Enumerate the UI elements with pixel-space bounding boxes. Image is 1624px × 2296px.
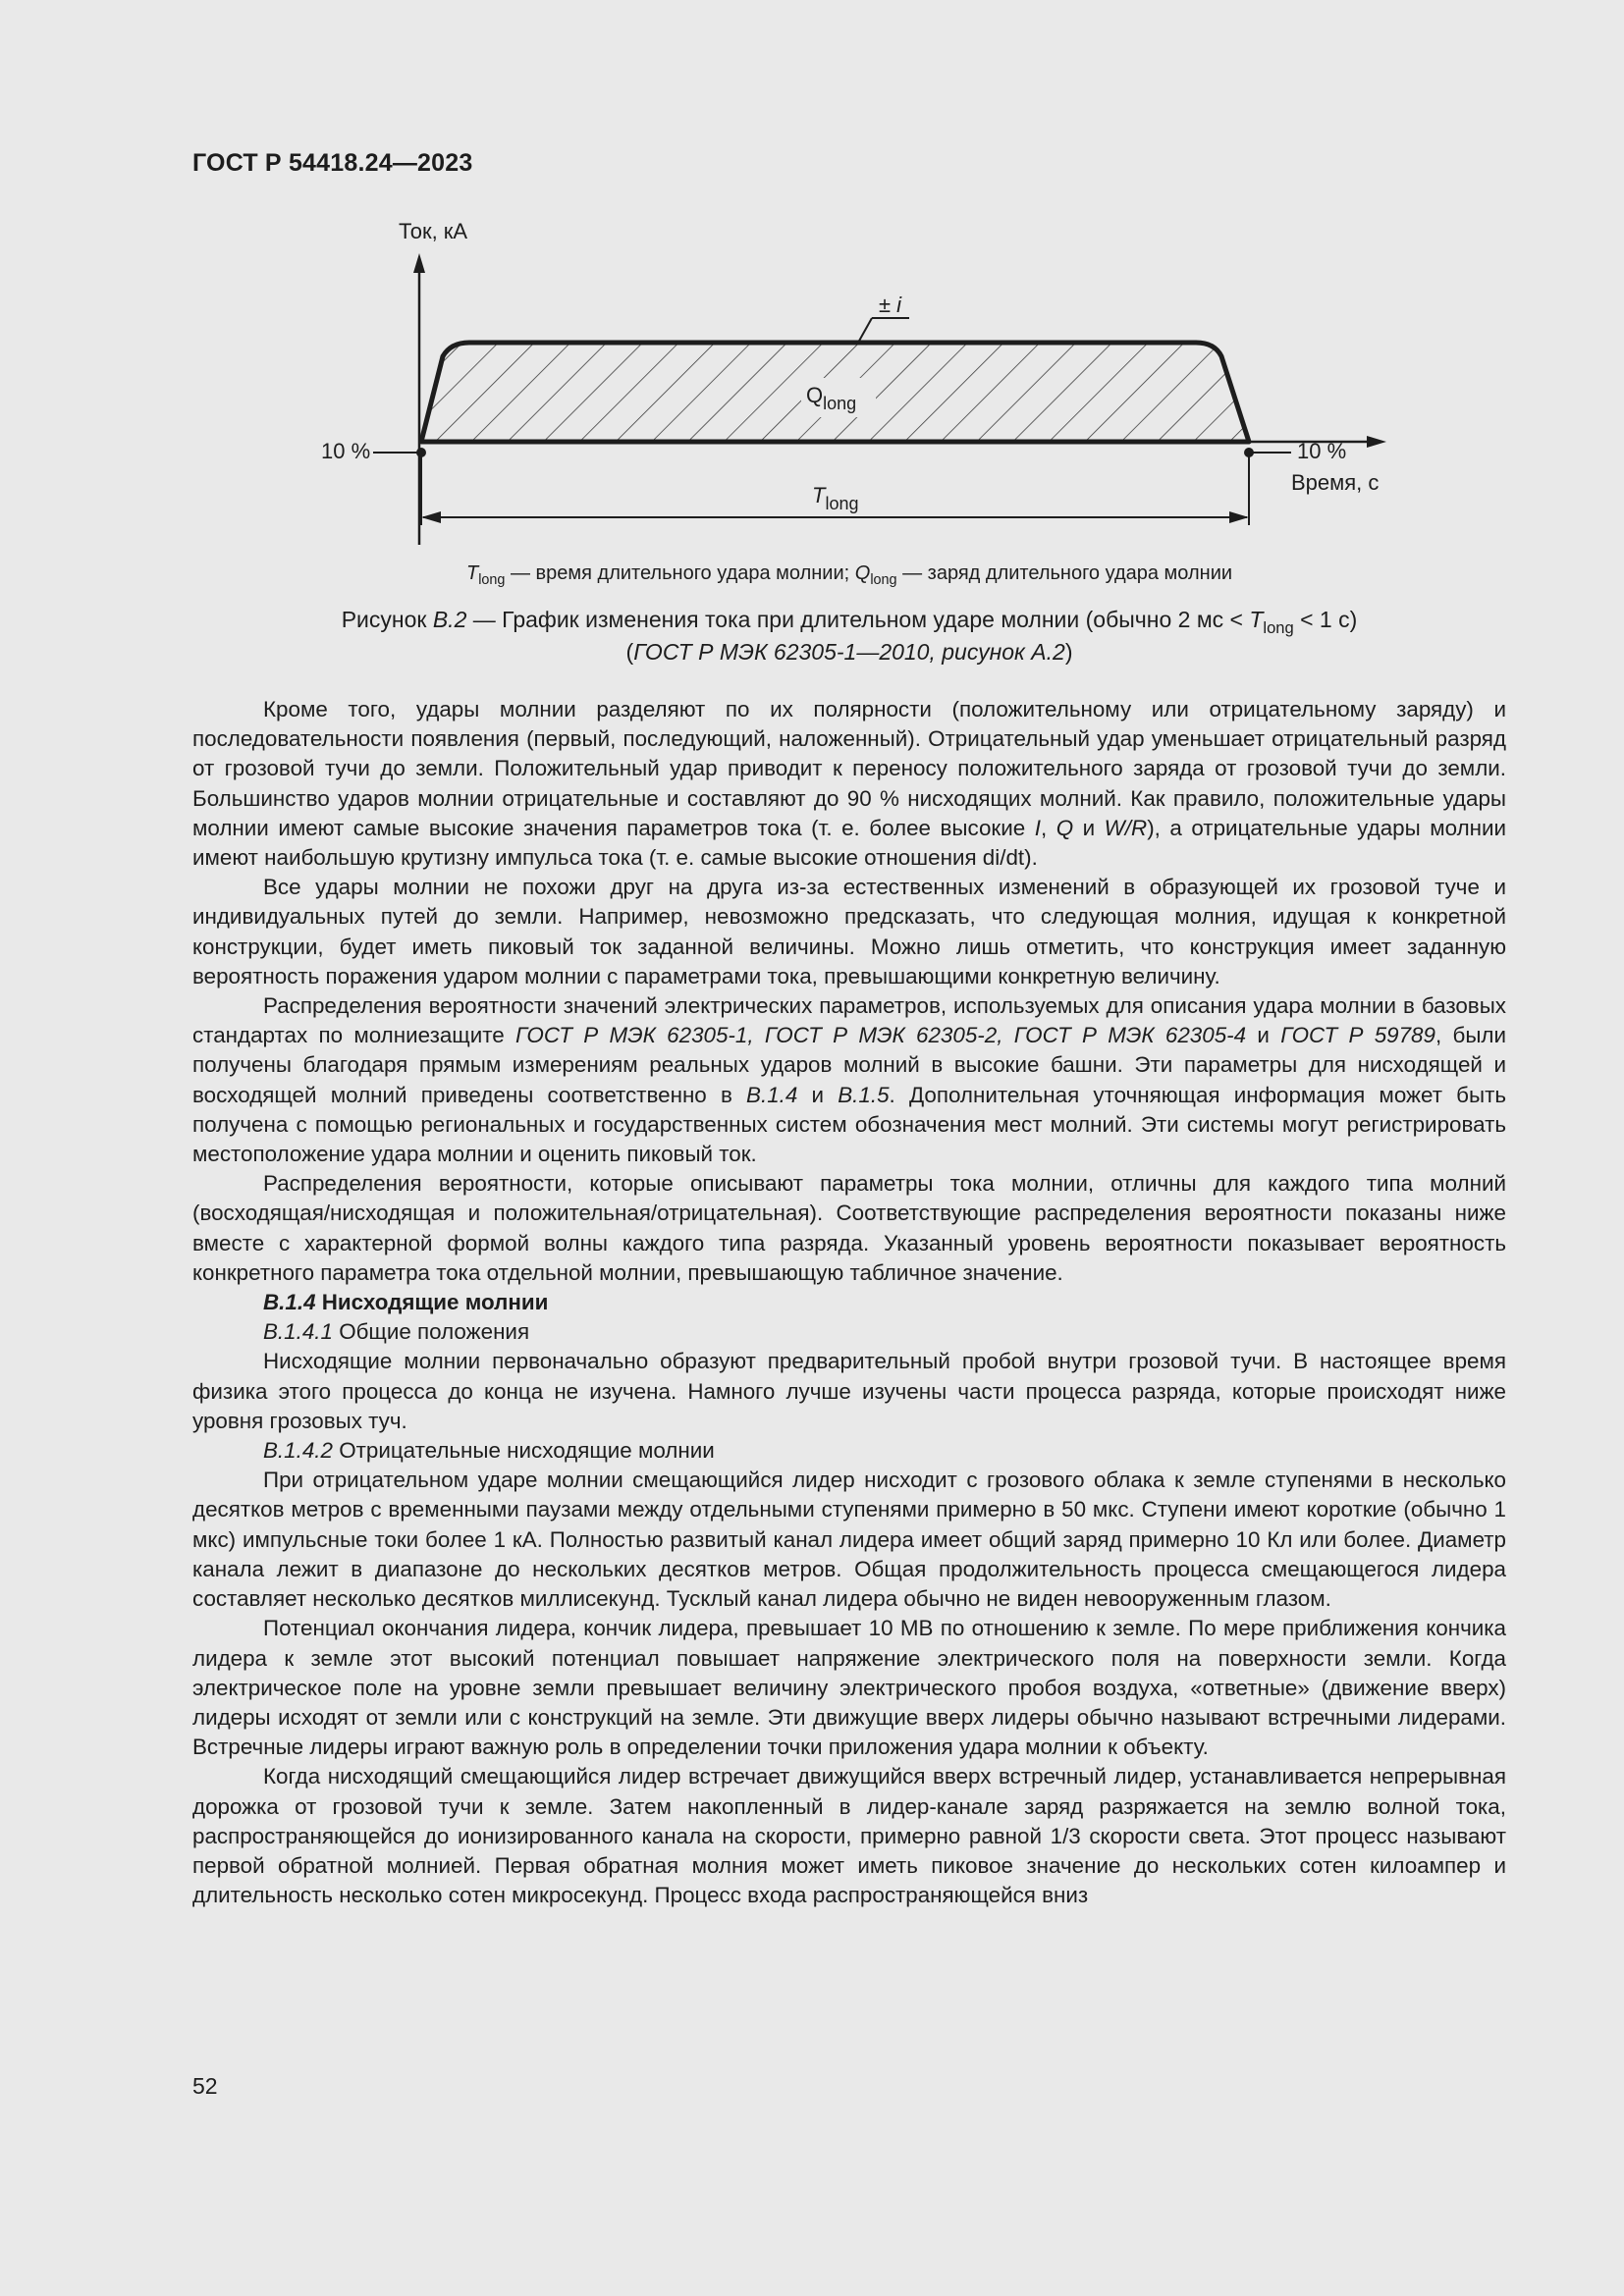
charge-label: $Q_{long}$ bbox=[806, 383, 857, 413]
y-axis-arrow bbox=[413, 253, 425, 273]
x-axis-arrow bbox=[1367, 436, 1386, 448]
current-waveform-figure bbox=[295, 221, 1414, 545]
figure-caption: Рисунок В.2 — График изменения тока при длительном ударе молнии (обычно 2 мс < $T_{long} < 1$ с) (ГОСТ Р МЭК 62305-1—2010, рисунок А.2) bbox=[341, 607, 1358, 665]
amplitude-label: ± i bbox=[879, 293, 902, 317]
paragraph: Кроме того, удары молнии разделяют по их полярности (положительному или отрицательному заряду) и последовательности появления (первый, последующий, наложенный). Отрицательный удар уменьшает отрицательный разряд от грозовой тучи до земли. Положительный удар приводит к переносу положительного заряда от грозовой тучи до земли. Большинство ударов молнии отрицательные и составляют до 90 % нисходящих молний. Как правило, положительные удары молнии имеют самые высокие значения параметров тока (т. е. более высокие I, Q и W/R), а отрицательные удары молнии имеют наибольшую крутизну импульса тока (т. е. самые высокие отношения di/dt). bbox=[192, 697, 1507, 871]
level-label-left: 10 % bbox=[321, 439, 371, 463]
amplitude-leader-line bbox=[858, 318, 872, 343]
page-number: 52 bbox=[192, 2073, 218, 2099]
x-axis-label: Время, с bbox=[1291, 470, 1380, 495]
paragraph: Распределения вероятности значений электрических параметров, используемых для описания удара молнии в базовых стандартах по молниезащите ГОСТ Р МЭК 62305-1, ГОСТ Р МЭК 62305-2, ГОСТ Р МЭК 62305-4 и ГОСТ Р 59789, были получены благодаря прямым измерениям реальных ударов молний в высокие башни. Эти параметры для нисходящей и восходящей молний приведены соответственно в В.1.4 и В.1.5. Дополнительная уточняющая информация может быть получена с помощью региональных и государственных систем обозначения мест молний. Эти системы могут регистрировать местоположение удара молнии и оценить пиковый ток. bbox=[192, 993, 1506, 1167]
paragraph: Распределения вероятности, которые описывают параметры тока молнии, отличны для каждого типа молний (восходящая/нисходящая и положительная/отрицательная). Соответствующие распределения вероятности показаны ниже вместе с характерной формой волны каждого типа разряда. Указанный уровень вероятности показывает вероятность конкретного параметра тока отдельной молнии, превышающую табличное значение. bbox=[192, 1171, 1506, 1285]
level-label-right: 10 % bbox=[1297, 439, 1347, 463]
duration-label: $T_{long}$ bbox=[812, 483, 859, 513]
paragraph: Потенциал окончания лидера, кончик лидера, превышает 10 МВ по отношению к земле. По мере приближения кончика лидера к земле этот высокий потенциал повышает напряжение электрического поля на поверхности земли. Когда электрическое поле на уровне земли превышает величину электрического пробоя воздуха, «ответные» (движение вверх) лидеры исходят от земли или с конструкций на земле. Эти движущие вверх лидеры обычно называют встречными лидерами. Встречные лидеры играют важную роль в определении точки приложения удара молнии к объекту. bbox=[192, 1616, 1506, 1760]
figure-legend: $T_{long}$ — время длительного удара молнии; $Q_{long}$ — заряд длительного удара молнии bbox=[465, 562, 1233, 589]
body-text bbox=[192, 695, 1506, 1910]
duration-arrow-right bbox=[1229, 511, 1249, 523]
document-header: ГОСТ Р 54418.24—2023 bbox=[192, 149, 473, 177]
duration-arrow-left bbox=[421, 511, 441, 523]
paragraph: При отрицательном ударе молнии смещающийся лидер нисходит с грозового облака к земле ступенями в несколько десятков метров с временными паузами между отдельными ступенями примерно в 50 мкс. Ступени имеют короткие (обычно 1 мкс) импульсные токи более 1 кА. Полностью развитый канал лидера имеет общий заряд примерно 10 Кл или более. Диаметр канала лежит в диапазоне до нескольких десятков метров. Общая продолжительность процесса смещающегося лидера составляет несколько десятков миллисекунд. Тусклый канал лидера обычно не виден невооруженным глазом. bbox=[192, 1468, 1506, 1612]
subsection-heading: В.1.4.2 Отрицательные нисходящие молнии bbox=[263, 1438, 715, 1464]
subsection-heading: В.1.4.1 Общие положения bbox=[263, 1319, 530, 1345]
paragraph: Все удары молнии не похожи друг на друга из-за естественных изменений в образующей их грозовой туче и индивидуальных путей до земли. Например, невозможно предсказать, что следующая молния, идущая к конкретной конструкции, будет иметь пиковый ток заданной величины. Можно лишь отметить, что конструкция имеет заданную вероятность поражения ударом молнии с параметрами тока, превышающими конкретную величину. bbox=[192, 875, 1506, 988]
paragraph: Нисходящие молнии первоначально образуют предварительный пробой внутри грозовой тучи. В настоящее время физика этого процесса до конца не изучена. Намного лучше изучены части процесса разряда, которые происходят ниже уровня грозовых туч. bbox=[192, 1349, 1506, 1433]
section-heading: В.1.4 Нисходящие молнии bbox=[263, 1290, 549, 1315]
paragraph: Когда нисходящий смещающийся лидер встречает движущийся вверх встречный лидер, устанавливается непрерывная дорожка от грозовой тучи к земле. Затем накопленный в лидер-канале заряд разряжается на землю волной тока, распространяющейся до ионизированного канала на скорости, примерно равной 1/3 скорости света. Этот процесс называют первой обратной молнией. Первая обратная молния может иметь пиковое значение до нескольких сотен килоампер и длительность несколько сотен микросекунд. Процесс входа распространяющейся вниз bbox=[192, 1764, 1506, 1908]
y-axis-label: Ток, кА bbox=[399, 221, 468, 243]
current-waveform-chart bbox=[295, 221, 1414, 545]
